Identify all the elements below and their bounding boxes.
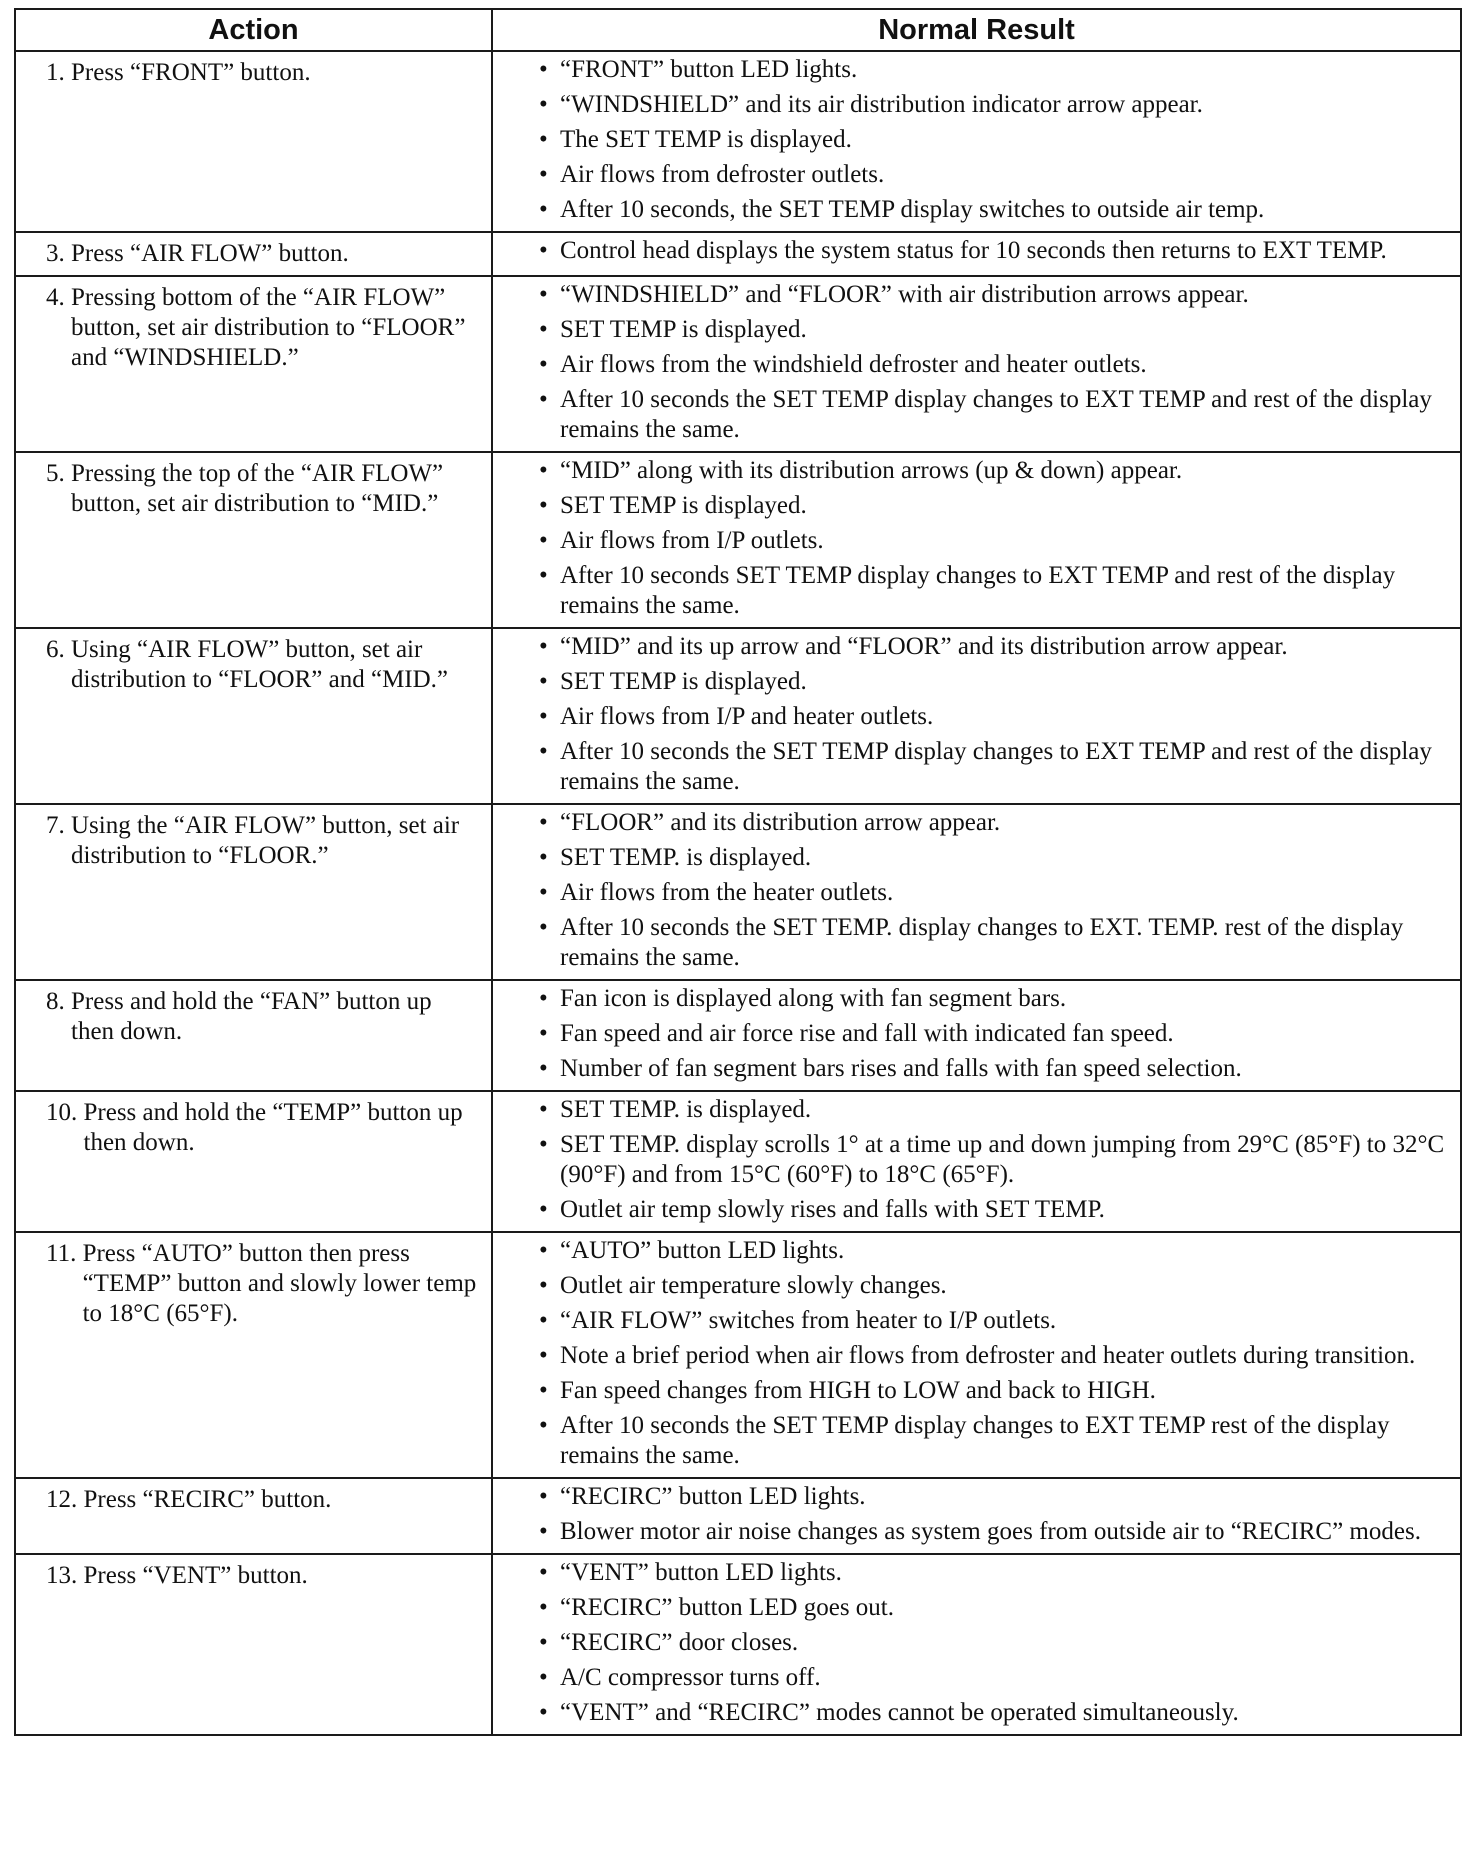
result-list: [539, 236, 1446, 266]
procedure-sheet: [14, 8, 1460, 1736]
normal-result-cell: [492, 1232, 1461, 1478]
table-row: [15, 1091, 1461, 1232]
result-text: “RECIRC” door closes.: [560, 1629, 799, 1656]
header-row: [15, 9, 1461, 51]
result-item: [539, 667, 1446, 697]
step-action-text: Press “RECIRC” button.: [83, 1486, 332, 1513]
result-item: [539, 1593, 1446, 1623]
bullet-icon: •: [539, 281, 548, 308]
table-row: [15, 1232, 1461, 1478]
action-cell: [15, 1091, 492, 1232]
result-list: [539, 1236, 1446, 1471]
result-item: [539, 1663, 1446, 1693]
result-text: SET TEMP is displayed.: [560, 492, 807, 519]
bullet-icon: •: [539, 1055, 548, 1082]
normal-result-cell: [492, 1091, 1461, 1232]
bullet-icon: •: [539, 316, 548, 343]
step-action-text: Press “VENT” button.: [83, 1562, 308, 1589]
bullet-icon: •: [539, 1594, 548, 1621]
normal-result-cell: [492, 452, 1461, 628]
step-number: 3.: [46, 240, 65, 267]
bullet-icon: •: [539, 1342, 548, 1369]
procedure-table: [14, 8, 1462, 1736]
bullet-icon: •: [539, 161, 548, 188]
result-item: [539, 491, 1446, 521]
result-item: [539, 913, 1446, 973]
bullet-icon: •: [539, 1237, 548, 1264]
result-text: SET TEMP is displayed.: [560, 668, 807, 695]
result-item: [539, 1558, 1446, 1588]
result-text: Air flows from the heater outlets.: [560, 879, 894, 906]
result-text: “WINDSHIELD” and “FLOOR” with air distribution arrows appear.: [560, 281, 1249, 308]
result-text: Air flows from the windshield defroster and heater outlets.: [560, 351, 1147, 378]
bullet-icon: •: [539, 1664, 548, 1691]
bullet-icon: •: [539, 351, 548, 378]
bullet-icon: •: [539, 527, 548, 554]
normal-result-cell: [492, 628, 1461, 804]
step-action-text: Press and hold the “FAN” button up then down.: [71, 988, 432, 1045]
result-text: “MID” along with its distribution arrows (up & down) appear.: [560, 457, 1183, 484]
column-header-normal-result: Normal Result: [492, 9, 1461, 51]
action-step: [46, 811, 479, 871]
bullet-icon: •: [539, 668, 548, 695]
result-list: [539, 55, 1446, 225]
result-item: [539, 456, 1446, 486]
result-item: [539, 843, 1446, 873]
result-text: After 10 seconds the SET TEMP display changes to EXT TEMP rest of the display remains the same.: [560, 1412, 1390, 1469]
result-item: [539, 561, 1446, 621]
normal-result-cell: [492, 51, 1461, 232]
result-text: SET TEMP. is displayed.: [560, 1096, 812, 1123]
bullet-icon: •: [539, 844, 548, 871]
result-item: [539, 737, 1446, 797]
result-item: [539, 280, 1446, 310]
bullet-icon: •: [539, 91, 548, 118]
step-number: 8.: [46, 988, 65, 1015]
bullet-icon: •: [539, 633, 548, 660]
result-text: “AIR FLOW” switches from heater to I/P outlets.: [560, 1307, 1057, 1334]
step-action-text: Press “FRONT” button.: [71, 59, 311, 86]
result-text: Outlet air temperature slowly changes.: [560, 1272, 947, 1299]
result-list: [539, 1558, 1446, 1728]
result-item: [539, 1195, 1446, 1225]
result-item: [539, 1095, 1446, 1125]
step-number: 6.: [46, 636, 65, 663]
result-text: Fan speed changes from HIGH to LOW and back to HIGH.: [560, 1377, 1156, 1404]
result-item: [539, 702, 1446, 732]
action-cell: [15, 232, 492, 276]
step-number: 13.: [46, 1562, 78, 1589]
action-step: [46, 635, 479, 695]
bullet-icon: •: [539, 1559, 548, 1586]
bullet-icon: •: [539, 1272, 548, 1299]
result-text: SET TEMP. is displayed.: [560, 844, 812, 871]
result-text: “FRONT” button LED lights.: [560, 56, 858, 83]
bullet-icon: •: [539, 1096, 548, 1123]
normal-result-cell: [492, 980, 1461, 1091]
table-row: [15, 276, 1461, 452]
result-text: “FLOOR” and its distribution arrow appear.: [560, 809, 1001, 836]
result-list: [539, 632, 1446, 797]
result-item: [539, 160, 1446, 190]
table-row: [15, 980, 1461, 1091]
action-step: [46, 239, 479, 269]
result-item: [539, 984, 1446, 1014]
result-item: [539, 1482, 1446, 1512]
result-text: Air flows from defroster outlets.: [560, 161, 885, 188]
result-list: [539, 984, 1446, 1084]
result-item: [539, 632, 1446, 662]
action-cell: [15, 804, 492, 980]
result-list: [539, 1095, 1446, 1225]
step-number: 11.: [46, 1240, 77, 1267]
bullet-icon: •: [539, 1483, 548, 1510]
action-cell: [15, 1478, 492, 1554]
step-number: 10.: [46, 1099, 78, 1126]
bullet-icon: •: [539, 1412, 548, 1439]
result-text: After 10 seconds, the SET TEMP display switches to outside air temp.: [560, 196, 1265, 223]
result-text: “MID” and its up arrow and “FLOOR” and its distribution arrow appear.: [560, 633, 1288, 660]
bullet-icon: •: [539, 126, 548, 153]
result-text: Blower motor air noise changes as system goes from outside air to “RECIRC” modes.: [560, 1518, 1421, 1545]
bullet-icon: •: [539, 1699, 548, 1726]
action-step: [46, 987, 479, 1047]
table-row: [15, 1478, 1461, 1554]
result-text: Air flows from I/P and heater outlets.: [560, 703, 934, 730]
action-cell: [15, 628, 492, 804]
bullet-icon: •: [539, 1131, 548, 1158]
result-item: [539, 1306, 1446, 1336]
result-item: [539, 125, 1446, 155]
step-action-text: Using the “AIR FLOW” button, set air distribution to “FLOOR.”: [71, 812, 460, 869]
result-item: [539, 1411, 1446, 1471]
result-item: [539, 385, 1446, 445]
normal-result-cell: [492, 1554, 1461, 1735]
bullet-icon: •: [539, 1196, 548, 1223]
action-cell: [15, 51, 492, 232]
result-text: After 10 seconds SET TEMP display changes to EXT TEMP and rest of the display remains the same.: [560, 562, 1396, 619]
bullet-icon: •: [539, 703, 548, 730]
result-text: “AUTO” button LED lights.: [560, 1237, 845, 1264]
result-text: “VENT” button LED lights.: [560, 1559, 842, 1586]
action-step: [46, 1561, 479, 1591]
step-number: 1.: [46, 59, 65, 86]
step-action-text: Using “AIR FLOW” button, set air distribution to “FLOOR” and “MID.”: [71, 636, 449, 693]
result-text: Number of fan segment bars rises and falls with fan speed selection.: [560, 1055, 1242, 1082]
result-text: “VENT” and “RECIRC” modes cannot be operated simultaneously.: [560, 1699, 1239, 1726]
result-text: Note a brief period when air flows from defroster and heater outlets during transition.: [560, 1342, 1416, 1369]
normal-result-cell: [492, 276, 1461, 452]
action-cell: [15, 452, 492, 628]
action-step: [46, 1485, 479, 1515]
normal-result-cell: [492, 232, 1461, 276]
result-text: Fan speed and air force rise and fall with indicated fan speed.: [560, 1020, 1174, 1047]
action-step: [46, 283, 479, 373]
bullet-icon: •: [539, 196, 548, 223]
result-text: “RECIRC” button LED goes out.: [560, 1594, 894, 1621]
result-item: [539, 1628, 1446, 1658]
table-row: [15, 804, 1461, 980]
step-number: 5.: [46, 460, 65, 487]
bullet-icon: •: [539, 1629, 548, 1656]
bullet-icon: •: [539, 738, 548, 765]
result-item: [539, 55, 1446, 85]
bullet-icon: •: [539, 562, 548, 589]
bullet-icon: •: [539, 492, 548, 519]
bullet-icon: •: [539, 1518, 548, 1545]
bullet-icon: •: [539, 1307, 548, 1334]
result-text: “RECIRC” button LED lights.: [560, 1483, 866, 1510]
step-action-text: Pressing bottom of the “AIR FLOW” button, set air distribution to “FLOOR” and “WINDSHIELD.”: [71, 284, 466, 371]
table-row: [15, 452, 1461, 628]
result-item: [539, 808, 1446, 838]
table-body: [15, 51, 1461, 1735]
result-item: [539, 526, 1446, 556]
table-row: [15, 51, 1461, 232]
bullet-icon: •: [539, 809, 548, 836]
bullet-icon: •: [539, 457, 548, 484]
result-item: [539, 1517, 1446, 1547]
action-cell: [15, 980, 492, 1091]
result-item: [539, 1130, 1446, 1190]
action-cell: [15, 1554, 492, 1735]
result-text: Control head displays the system status for 10 seconds then returns to EXT TEMP.: [560, 237, 1387, 264]
bullet-icon: •: [539, 985, 548, 1012]
step-number: 12.: [46, 1486, 78, 1513]
action-cell: [15, 1232, 492, 1478]
bullet-icon: •: [539, 914, 548, 941]
action-step: [46, 58, 479, 88]
bullet-icon: •: [539, 1377, 548, 1404]
action-step: [46, 1239, 479, 1329]
result-text: A/C compressor turns off.: [560, 1664, 821, 1691]
step-action-text: Press “AIR FLOW” button.: [71, 240, 349, 267]
normal-result-cell: [492, 804, 1461, 980]
result-item: [539, 1698, 1446, 1728]
result-item: [539, 1054, 1446, 1084]
step-action-text: Press and hold the “TEMP” button up then down.: [83, 1099, 463, 1156]
result-list: [539, 808, 1446, 973]
result-item: [539, 195, 1446, 225]
bullet-icon: •: [539, 386, 548, 413]
table-row: [15, 232, 1461, 276]
result-text: SET TEMP is displayed.: [560, 316, 807, 343]
result-text: After 10 seconds the SET TEMP. display changes to EXT. TEMP. rest of the display remains the same.: [560, 914, 1404, 971]
result-list: [539, 280, 1446, 445]
result-item: [539, 90, 1446, 120]
result-text: Outlet air temp slowly rises and falls with SET TEMP.: [560, 1196, 1105, 1223]
result-text: SET TEMP. display scrolls 1° at a time up and down jumping from 29°C (85°F) to 32°C (90°F) and from 15°C (60°F) to 18°C (65°F).: [560, 1131, 1445, 1188]
result-text: The SET TEMP is displayed.: [560, 126, 852, 153]
result-text: After 10 seconds the SET TEMP display changes to EXT TEMP and rest of the display remains the same.: [560, 386, 1432, 443]
bullet-icon: •: [539, 1020, 548, 1047]
result-text: “WINDSHIELD” and its air distribution indicator arrow appear.: [560, 91, 1203, 118]
result-item: [539, 1019, 1446, 1049]
result-item: [539, 1341, 1446, 1371]
step-number: 7.: [46, 812, 65, 839]
bullet-icon: •: [539, 56, 548, 83]
normal-result-cell: [492, 1478, 1461, 1554]
table-row: [15, 628, 1461, 804]
table-row: [15, 1554, 1461, 1735]
result-item: [539, 236, 1446, 266]
result-item: [539, 1376, 1446, 1406]
result-text: After 10 seconds the SET TEMP display changes to EXT TEMP and rest of the display remains the same.: [560, 738, 1432, 795]
step-action-text: Press “AUTO” button then press “TEMP” button and slowly lower temp to 18°C (65°F).: [82, 1240, 477, 1327]
action-step: [46, 1098, 479, 1158]
result-item: [539, 350, 1446, 380]
bullet-icon: •: [539, 237, 548, 264]
result-item: [539, 315, 1446, 345]
bullet-icon: •: [539, 879, 548, 906]
result-item: [539, 1236, 1446, 1266]
column-header-action: Action: [15, 9, 492, 51]
action-cell: [15, 276, 492, 452]
action-step: [46, 459, 479, 519]
step-action-text: Pressing the top of the “AIR FLOW” button, set air distribution to “MID.”: [71, 460, 444, 517]
result-list: [539, 1482, 1446, 1547]
result-text: Air flows from I/P outlets.: [560, 527, 824, 554]
result-list: [539, 456, 1446, 621]
result-text: Fan icon is displayed along with fan segment bars.: [560, 985, 1067, 1012]
result-item: [539, 1271, 1446, 1301]
result-item: [539, 878, 1446, 908]
step-number: 4.: [46, 284, 65, 311]
